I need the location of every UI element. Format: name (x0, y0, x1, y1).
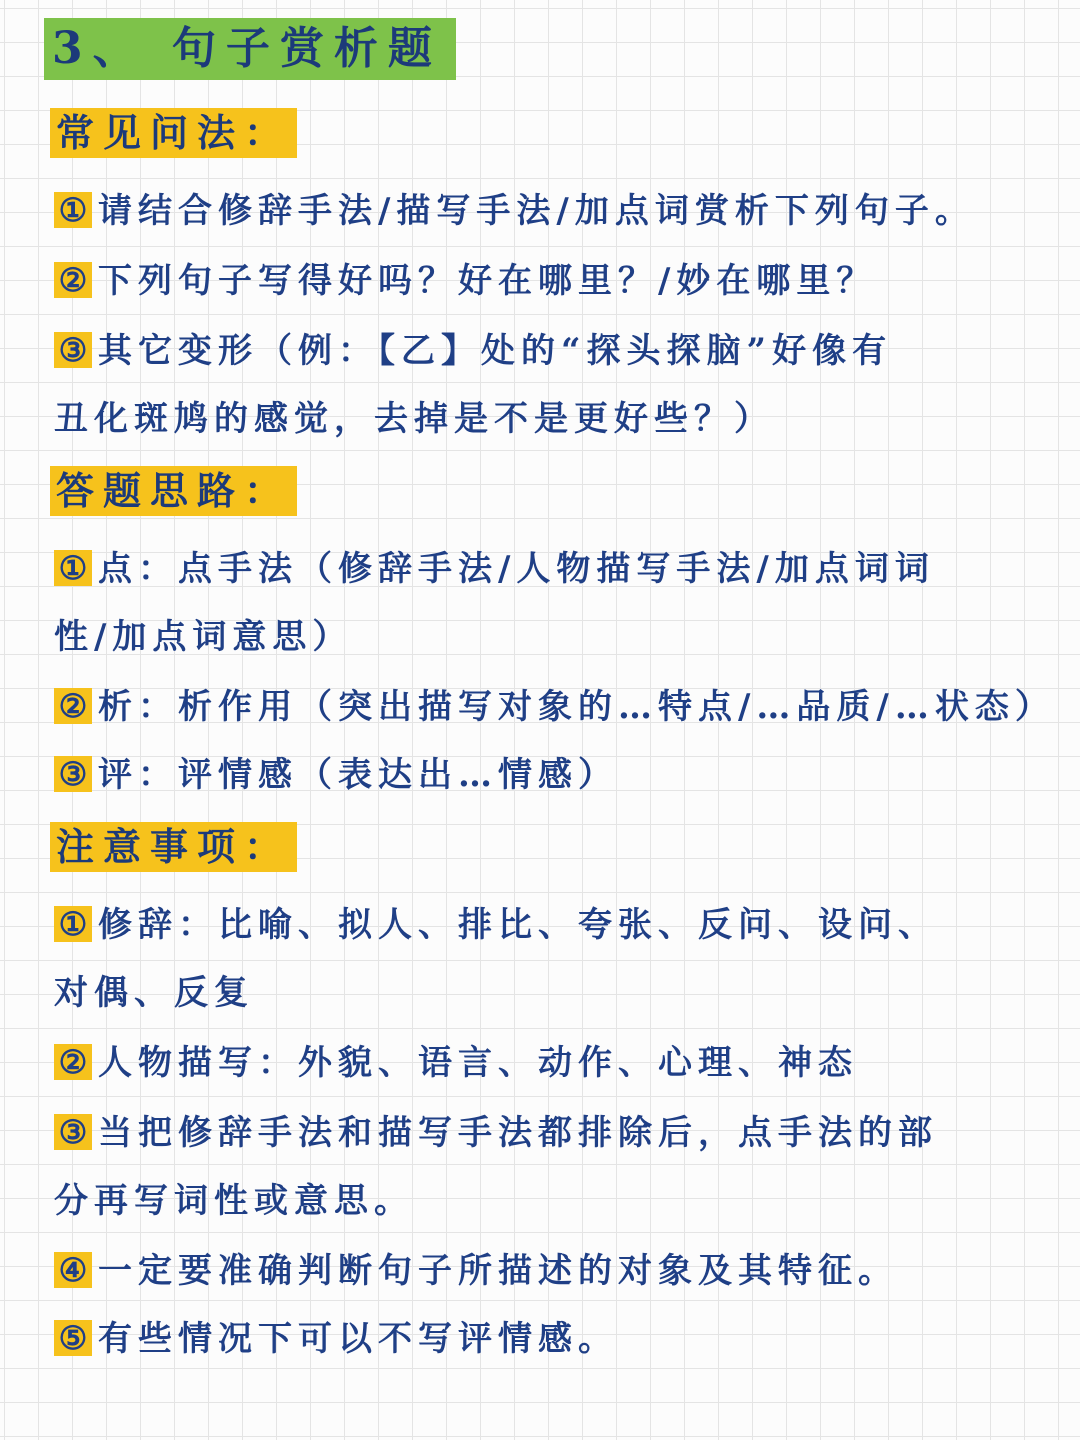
page-title: 3、 句子赏析题 (44, 18, 456, 80)
list-item (54, 534, 1044, 604)
item-text: 点：点手法（修辞手法/人物描写手法/加点词词 (98, 549, 935, 589)
item-number: ③ (54, 1114, 92, 1150)
item-number: ① (54, 192, 92, 228)
list-item (54, 1236, 1044, 1306)
item-text: 修辞：比喻、拟人、排比、夸张、反问、设问、 (98, 905, 938, 945)
item-number: ③ (54, 756, 92, 792)
list-item (54, 176, 1044, 246)
item-number: ① (54, 550, 92, 586)
item-number: ④ (54, 1252, 92, 1288)
item-text: 析：析作用（突出描写对象的…特点/…品质/…状态） (98, 687, 1055, 727)
item-text: 人物描写：外貌、语言、动作、心理、神态 (98, 1043, 858, 1083)
item-number: ③ (54, 332, 92, 368)
item-number: ① (54, 906, 92, 942)
list-item-continuation: 对偶、反复 (54, 973, 254, 1013)
list-item-continuation: 丑化斑鸠的感觉，去掉是不是更好些？） (54, 399, 774, 439)
item-text: 有些情况下可以不写评情感。 (98, 1319, 618, 1359)
list-item (54, 1098, 1044, 1168)
list-item (54, 890, 1044, 960)
item-text: 评：评情感（表达出…情感） (98, 755, 618, 795)
list-item-continuation: 分再写词性或意思。 (54, 1181, 414, 1221)
item-number: ② (54, 688, 92, 724)
list-item (54, 246, 1044, 316)
list-item (54, 316, 1044, 386)
item-text: 当把修辞手法和描写手法都排除后，点手法的部 (98, 1113, 938, 1153)
list-item-continuation: 性/加点词意思） (54, 617, 353, 657)
item-number: ⑤ (54, 1320, 92, 1356)
item-text: 请结合修辞手法/描写手法/加点词赏析下列句子。 (98, 191, 975, 231)
item-text: 下列句子写得好吗？好在哪里？/妙在哪里？ (98, 261, 877, 301)
section-heading-approach: 答题思路： (50, 466, 297, 516)
section-heading-notes: 注意事项： (50, 822, 297, 872)
item-number: ② (54, 1044, 92, 1080)
item-number: ② (54, 262, 92, 298)
item-text: 其它变形（例：【乙】处的“探头探脑”好像有 (98, 331, 893, 371)
list-item (54, 740, 1044, 810)
list-item (54, 1028, 1044, 1098)
list-item (54, 1304, 1044, 1374)
list-item (54, 672, 1055, 742)
item-text: 一定要准确判断句子所描述的对象及其特征。 (98, 1251, 898, 1291)
section-heading-ask: 常见问法： (50, 108, 297, 158)
